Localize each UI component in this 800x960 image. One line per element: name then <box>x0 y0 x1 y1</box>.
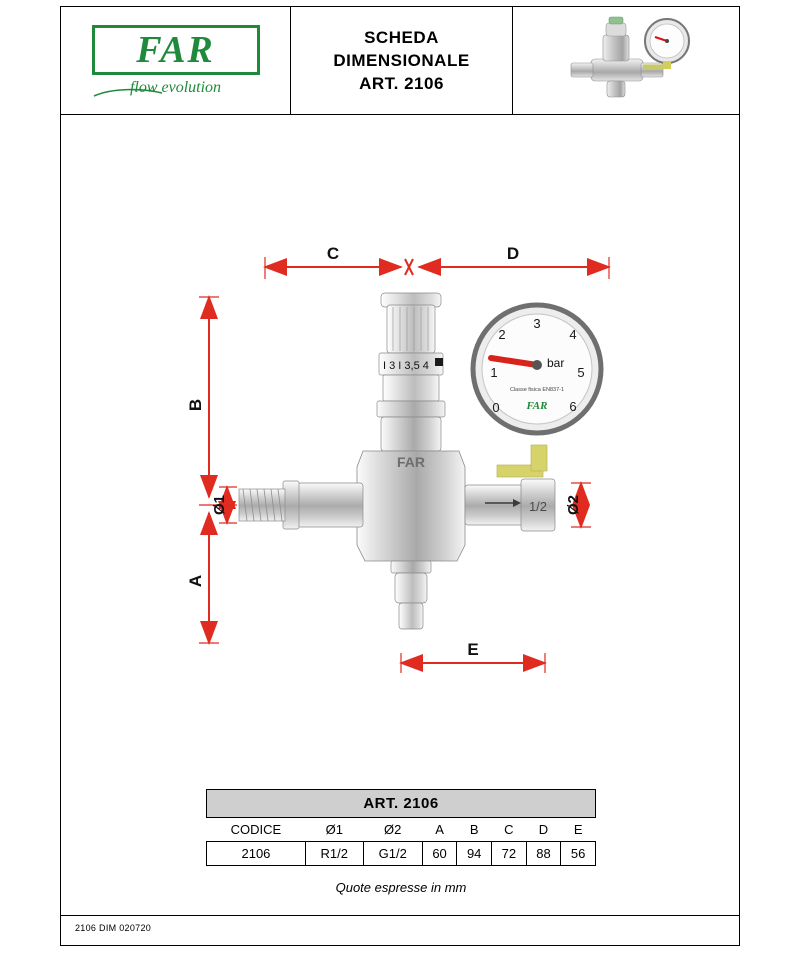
table-article-title: ART. 2106 <box>207 790 596 818</box>
col-header-codice: CODICE <box>207 818 306 842</box>
cell-a: 60 <box>422 842 457 866</box>
logo-text: FAR <box>136 28 215 71</box>
gauge-small-text: Classe fisica EN837-1 <box>509 387 565 393</box>
dim-label-d2: Ø2 <box>565 494 582 516</box>
dim-label-b: B <box>186 398 205 412</box>
cell-d2: G1/2 <box>363 842 422 866</box>
svg-text:6: 6 <box>569 399 577 414</box>
body-brand-label: FAR <box>397 454 425 470</box>
dim-label-d1: Ø1 <box>211 494 228 516</box>
col-header-e: E <box>561 818 596 842</box>
table-header-row <box>207 818 596 842</box>
table-row <box>207 842 596 866</box>
header-photo-cell <box>513 7 739 114</box>
product-photo <box>551 13 701 109</box>
footer <box>61 915 739 945</box>
cell-b: 94 <box>457 842 492 866</box>
swoosh-icon <box>92 87 260 99</box>
col-header-a: A <box>422 818 457 842</box>
svg-text:1: 1 <box>490 365 498 380</box>
col-header-d1: Ø1 <box>305 818 363 842</box>
page-title <box>333 26 469 95</box>
cell-c: 72 <box>492 842 527 866</box>
cell-e: 56 <box>561 842 596 866</box>
svg-text:2: 2 <box>498 327 506 342</box>
footer-document-code: 2106 DIM 020720 <box>75 923 152 933</box>
svg-text:5: 5 <box>577 365 585 380</box>
drawing-svg <box>61 115 739 775</box>
svg-text:4: 4 <box>569 327 577 342</box>
col-header-d: D <box>526 818 561 842</box>
col-header-b: B <box>457 818 492 842</box>
units-note: Quote espresse in mm <box>335 880 467 895</box>
cell-codice: 2106 <box>207 842 306 866</box>
table-article-row <box>207 790 596 818</box>
header-title-cell <box>291 7 513 114</box>
far-logo <box>92 25 260 97</box>
scale-ticks-label: I 3 I 3,5 4 <box>383 360 429 372</box>
title-line-2: DIMENSIONALE <box>333 51 470 70</box>
logo-tagline-wrap <box>92 79 260 97</box>
dimensions-table-wrap <box>206 789 596 895</box>
logo-box <box>92 25 260 75</box>
dim-label-a: A <box>186 574 205 588</box>
col-header-c: C <box>492 818 527 842</box>
gauge-brand-label: FAR <box>526 400 548 412</box>
outlet-size-label: 1/2 <box>528 499 548 514</box>
col-header-d2: Ø2 <box>363 818 422 842</box>
dim-label-e: E <box>467 640 479 659</box>
header <box>61 7 739 115</box>
svg-text:3: 3 <box>533 316 541 331</box>
dimensional-drawing <box>61 115 739 775</box>
datasheet-page <box>60 6 740 946</box>
pressure-gauge <box>473 305 601 433</box>
title-line-1: SCHEDA <box>364 28 439 47</box>
dim-label-d: D <box>506 244 520 263</box>
gauge-unit-label: bar <box>547 356 565 370</box>
cell-d1: R1/2 <box>305 842 363 866</box>
header-logo-cell <box>61 7 291 114</box>
cell-d: 88 <box>526 842 561 866</box>
dimensions-table <box>206 789 596 866</box>
dim-label-c: C <box>326 244 340 263</box>
svg-text:0: 0 <box>492 400 500 415</box>
product-photo-art <box>551 13 701 109</box>
logo-tagline: flow evolution <box>129 78 222 96</box>
title-article: ART. 2106 <box>359 74 444 93</box>
